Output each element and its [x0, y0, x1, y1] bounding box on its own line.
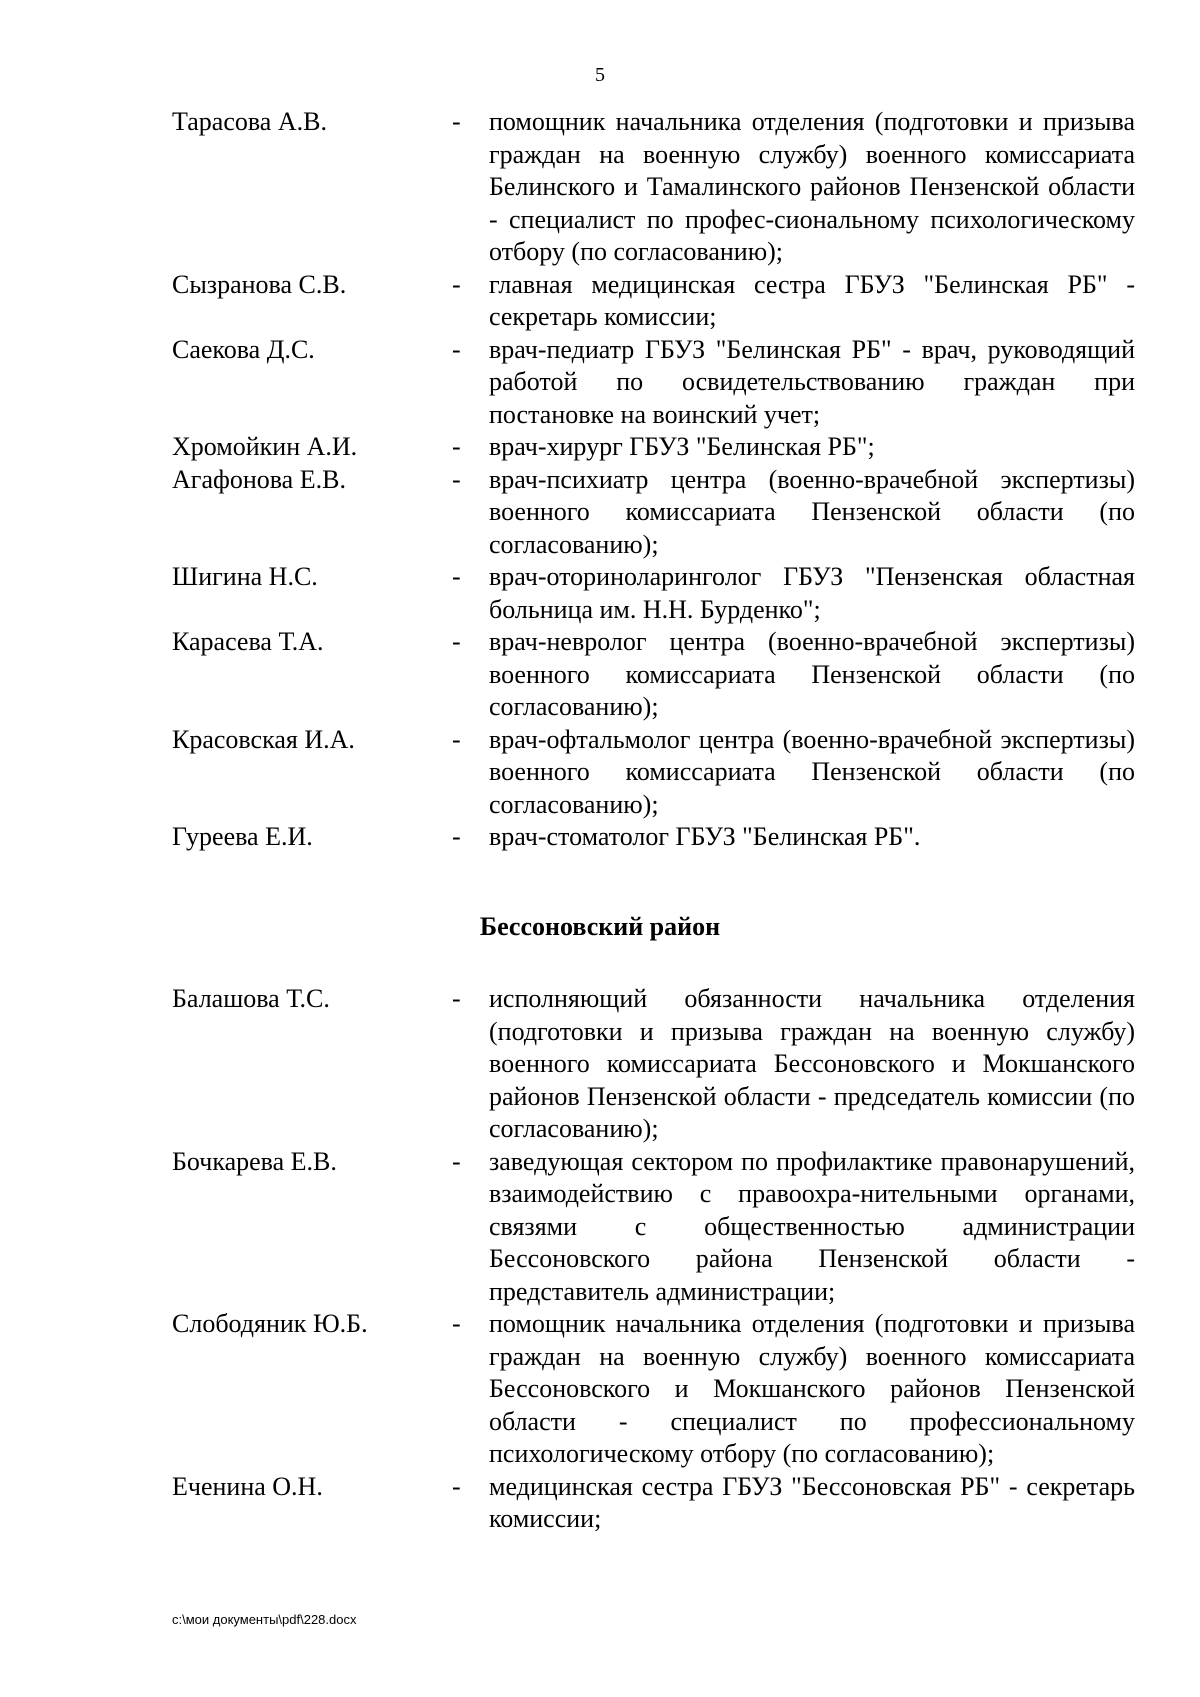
member-name: Слободяник Ю.Б. — [172, 1309, 368, 1338]
member-role: врач-психиатр центра (военно-врачебной экспертизы) военного комиссариата Пензенской области (по согласованию); — [489, 464, 1135, 559]
member-name: Тарасова А.В. — [172, 107, 327, 136]
separator-dash: - — [452, 1471, 461, 1501]
separator-dash: - — [452, 269, 461, 299]
separator-dash: - — [452, 334, 461, 364]
section-heading-bessonovsky: Бессоновский район — [479, 912, 721, 941]
member-row — [0, 561, 1200, 626]
member-name: Агафонова Е.В. — [172, 464, 346, 494]
member-row — [0, 1146, 1200, 1309]
member-role: врач-педиатр ГБУЗ "Белинская РБ" - врач, руководящий работой по освидетельствованию граждан при постановке на воинский учет; — [489, 334, 1135, 429]
member-row — [0, 983, 1200, 1146]
member-role: медицинская сестра ГБУЗ "Бессоновская РБ" - секретарь комиссии; — [489, 1471, 1135, 1533]
belinsky-member-list — [0, 106, 1200, 854]
member-role: врач-хирург ГБУЗ "Белинская РБ"; — [489, 432, 875, 461]
separator-dash: - — [452, 1309, 461, 1338]
member-row — [0, 464, 1200, 562]
member-name: Еченина О.Н. — [172, 1471, 323, 1501]
member-row — [0, 724, 1200, 822]
member-role: врач-невролог центра (военно-врачебной экспертизы) военного комиссариата Пензенской области (по согласованию); — [489, 627, 1135, 721]
member-name: Бочкарева Е.В. — [172, 1146, 337, 1176]
member-role: исполняющий обязанности начальника отделения (подготовки и призыва граждан на военную службу) военного комиссариата Бессоновского и Мокшанского районов Пензенской области - председатель комиссии (по согласованию); — [489, 984, 1135, 1143]
member-role: врач-офтальмолог центра (военно-врачебной экспертизы) военного комиссариата Пензенской области (по согласованию); — [489, 724, 1135, 819]
member-role: заведующая сектором по профилактике правонарушений, взаимодействию с правоохра-нительными органами, связями с общественностью администрации Бессоновского района Пензенской области - представитель администрации; — [489, 1146, 1135, 1306]
member-row — [0, 431, 1200, 464]
member-name: Красовская И.А. — [172, 724, 355, 754]
separator-dash: - — [452, 1146, 461, 1176]
member-row — [0, 106, 1200, 269]
separator-dash: - — [452, 432, 461, 461]
member-name: Гуреева Е.И. — [172, 822, 313, 851]
member-row — [0, 626, 1200, 724]
member-row — [0, 1308, 1200, 1471]
separator-dash: - — [452, 464, 461, 494]
member-row — [0, 334, 1200, 432]
member-name: Балашова Т.С. — [172, 984, 330, 1013]
footer-file-path: c:\мои документы\pdf\228.docx — [172, 1612, 357, 1627]
member-name: Шигина Н.С. — [172, 562, 318, 591]
page-number: 5 — [595, 64, 605, 86]
separator-dash: - — [452, 724, 461, 754]
member-role: врач-оториноларинголог ГБУЗ "Пензенская областная больница им. Н.Н. Бурденко"; — [489, 562, 1135, 624]
member-role: помощник начальника отделения (подготовки и призыва граждан на военную службу) военного комиссариата Белинского и Тамалинского районов Пензенской области - специалист по профес-сиональному психологическому отбору (по согласованию); — [489, 107, 1135, 266]
bessonovsky-member-list — [0, 983, 1200, 1536]
member-name: Карасева Т.А. — [172, 627, 324, 656]
member-row — [0, 1471, 1200, 1536]
member-row — [0, 269, 1200, 334]
member-role: главная медицинская сестра ГБУЗ "Белинская РБ" - секретарь комиссии; — [489, 269, 1135, 331]
separator-dash: - — [452, 627, 461, 656]
member-name: Хромойкин А.И. — [172, 432, 358, 461]
separator-dash: - — [452, 822, 461, 851]
separator-dash: - — [452, 984, 461, 1013]
member-role: врач-стоматолог ГБУЗ "Белинская РБ". — [489, 822, 921, 851]
member-role: помощник начальника отделения (подготовки и призыва граждан на военную службу) военного комиссариата Бессоновского и Мокшанского районов Пензенской области - специалист по профессиональному психологическому отбору (по согласованию); — [489, 1309, 1135, 1468]
separator-dash: - — [452, 562, 461, 591]
separator-dash: - — [452, 107, 461, 136]
member-name: Саекова Д.С. — [172, 334, 315, 364]
member-name: Сызранова С.В. — [172, 269, 347, 299]
member-row — [0, 821, 1200, 854]
